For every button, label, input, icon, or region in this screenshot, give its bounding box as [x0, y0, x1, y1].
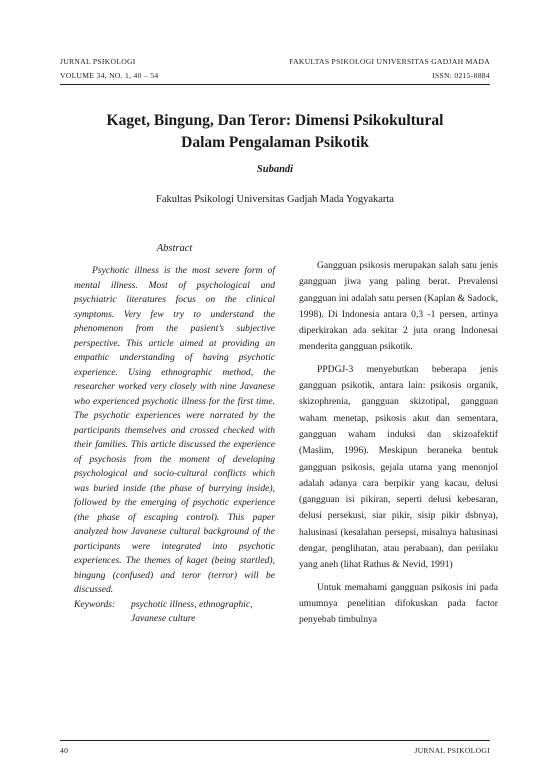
- body-paragraph: PPDGJ-3 menyebutkan beberapa jenis gangguan psikotik, antara lain: psikosis organik, skizophrenia, gangguan skizotipal, gangguan waham menetap, psikosis akut dan sementara, gangguan waham induksi dan skizoafektif (Maslim, 1996). Meskipun beraneka bentuk gangguan psikosis, gejala utama yang menonjol adalah adanya cara berpikir yang kacau, delusi (gangguan isi pikiran, seperti delusi kebesaran, delusi persekusi, siar pikir, sisip pikir dsbnya), halusinasi (kesalahan persepsi, misalnya halusinasi dengar, penglihatan, atau perabaan), dan perilaku yang aneh (lihat Rathus & Nevid, 1991): [299, 363, 498, 571]
- page-number: 40: [60, 746, 69, 755]
- running-header-bottom: [60, 71, 490, 80]
- body-column: [299, 258, 498, 635]
- header-volume: VOLUME 34, NO. 1, 40 – 54: [60, 71, 159, 80]
- article-title-line-2: Dalam Pengalaman Psikotik: [181, 134, 369, 151]
- abstract-heading: Abstract: [156, 243, 193, 254]
- abstract-column: [74, 243, 275, 627]
- keywords-text: psychotic illness, ethnographic, Javanese culture: [131, 598, 253, 624]
- footer-divider: [60, 740, 490, 741]
- author-name: Subandi: [256, 164, 294, 175]
- header-journal-name: JURNAL PSIKOLOGI: [60, 57, 136, 66]
- body-paragraph: Untuk memahami gangguan psikosis ini pada umumnya penelitian difokuskan pada factor penyebab timbulnya: [299, 581, 498, 626]
- abstract-body: Psychotic illness is the most severe form of mental illness. Most of psychological and psychiatric literatures focus on the clinical symptoms. Very few try to understand the phenomenon from the pasient’s subjective perspective. This article aimed at providing an empathic understanding of having psychotic experience. Using ethnographic method, the researcher worked very closely with nine Javanese who experienced psychotic illness for the first time. The psychotic experiences were narrated by the participants themselves and crossed checked with their families. This article discussed the experience of psychosis from the moment of developing psychological and socio-cultural conflicts which was buried inside (the phase of burrying inside), followed by the emerging of psychotic experience (the phase of escaping control). This paper analyzed how Javanese cultural background of the participants were integrated into psychotic experiences. The themes of kaget (being startled), bingung (confused) and teror (terror) will be discussed.: [74, 265, 275, 595]
- running-footer: [60, 746, 490, 755]
- author-affiliation: Fakultas Psikologi Universitas Gadjah Mada Yogyakarta: [156, 194, 394, 205]
- article-title: [60, 110, 490, 154]
- running-header-top: [60, 57, 490, 66]
- keywords-block: [74, 598, 275, 627]
- body-paragraph: Gangguan psikosis merupakan salah satu jenis gangguan jiwa yang paling berat. Prevalensi gangguan ini adalah satu persen (Kaplan & Sadock, 1998). Di Indonesia antara 0,3 -1 persen, artinya diperkirakan ada sekitar 2 juta orang Indonesai menderita gangguan psikotik.: [299, 260, 498, 353]
- header-issn: ISSN: 0215-8884: [432, 71, 490, 80]
- footer-journal-name: JURNAL PSIKOLOGI: [414, 746, 490, 755]
- header-divider: [60, 84, 490, 85]
- article-title-line-1: Kaget, Bingung, Dan Teror: Dimensi Psikokultural: [106, 112, 444, 129]
- header-faculty: FAKULTAS PSIKOLOGI UNIVERSITAS GADJAH MADA: [289, 57, 490, 66]
- keywords-label: Keywords:: [74, 598, 116, 610]
